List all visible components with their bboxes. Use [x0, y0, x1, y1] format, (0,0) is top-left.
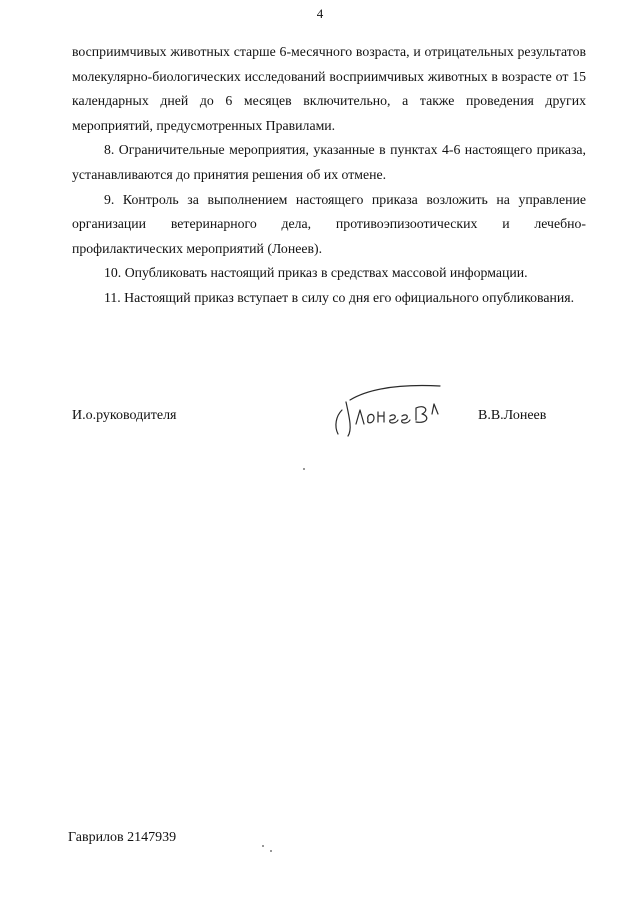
signatory-name: В.В.Лонеев: [478, 408, 547, 423]
paragraph-item-8: 8. Ограничительные мероприятия, указанные в пунктах 4-6 настоящего приказа, устанавливаются до принятия решения об их отмене.: [72, 142, 586, 182]
paragraph-continuation: восприимчивых животных старше 6-месячного возраста, и отрицательных результатов молекулярно-биологических исследований восприимчивых животных в возрасте от 15 календарных дней до 6 месяцев включительно, а также проведения других мероприятий, предусмотренных Правилами.: [72, 44, 586, 133]
executor-note: Гаврилов 2147939: [68, 830, 177, 845]
scan-speck: [303, 468, 305, 470]
scan-speck: [270, 850, 272, 852]
page-number: 4: [316, 6, 324, 21]
paragraph-item-9: 9. Контроль за выполнением настоящего приказа возложить на управление организации ветеринарного дела, противоэпизоотических и лечебно-профилактических мероприятий (Лонеев).: [72, 191, 586, 256]
scan-speck: [262, 845, 264, 847]
handwritten-signature: [330, 380, 460, 440]
signatory-role: И.о.руководителя: [72, 408, 177, 423]
order-body: [72, 40, 586, 311]
paragraph-item-11: 11. Настоящий приказ вступает в силу со дня его официального опубликования.: [104, 289, 575, 305]
paragraph-item-10: 10. Опубликовать настоящий приказ в средствах массовой информации.: [104, 265, 528, 281]
